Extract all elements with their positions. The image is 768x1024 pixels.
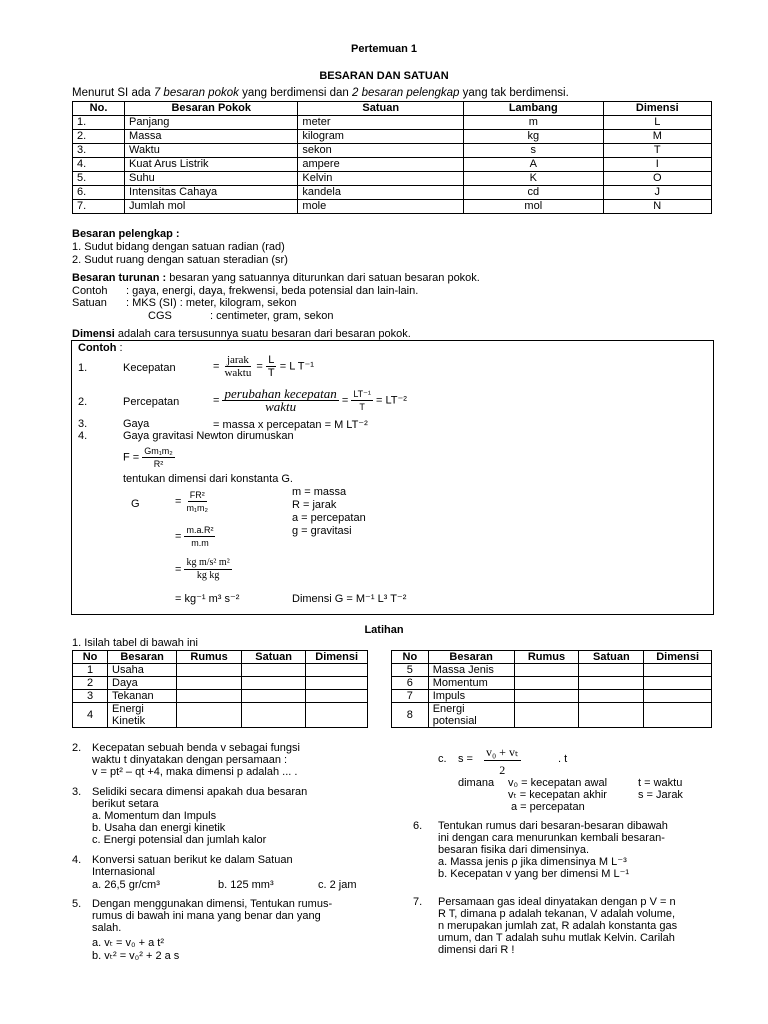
table-cell: O: [603, 172, 711, 186]
q5-b: b. vₜ² = v₀² + 2 a s: [92, 950, 180, 962]
latihan-table-left: [72, 650, 368, 728]
q5c-s: s =: [458, 753, 473, 765]
table-cell: Kuat Arus Listrik: [125, 158, 298, 172]
legend-item: R = jarak: [292, 499, 337, 511]
legend-item: vₜ = kecepatan akhir: [508, 789, 607, 801]
q6-line: ini dengan cara menurunkan kembali besaran-: [438, 832, 665, 844]
table-cell: sekon: [298, 144, 464, 158]
table-header-cell: Dimensi: [644, 651, 712, 664]
table-cell: [514, 703, 579, 728]
ex3-label: Gaya: [123, 418, 150, 430]
table-cell: Impuls: [428, 690, 514, 703]
table-cell: [579, 690, 644, 703]
q7-line: Persamaan gas ideal dinyatakan dengan p V = n: [438, 896, 676, 908]
tentukan-text: tentukan dimensi dari konstanta G.: [123, 473, 293, 485]
table-cell: [514, 664, 579, 677]
turunan-contoh-label: Contoh: [72, 285, 108, 297]
table-cell: 5: [392, 664, 429, 677]
table-cell: 1.: [73, 116, 125, 130]
besaran-pokok-table: [72, 101, 712, 214]
ex3-text: = massa x percepatan = M LT⁻²: [213, 419, 368, 431]
q7-no: 7.: [413, 896, 423, 908]
table-cell: [241, 703, 305, 728]
table-cell: [644, 703, 712, 728]
q5-line: salah.: [92, 922, 122, 934]
table-cell: N: [603, 200, 711, 214]
table-cell: kilogram: [298, 130, 464, 144]
table-header-cell: Satuan: [298, 102, 464, 116]
q4-text: [92, 854, 293, 878]
intro-text: Menurut SI ada 7 besaran pokok yang berdimensi dan 2 besaran pelengkap yang tak berdimensi.: [72, 87, 569, 99]
table-cell: [644, 677, 712, 690]
turunan-line: Besaran turunan : besaran yang satuannya diturunkan dari satuan besaran pokok.: [72, 272, 480, 284]
table-cell: 6: [392, 677, 429, 690]
legend-item: t = waktu: [638, 777, 683, 789]
table-row: [73, 690, 368, 703]
G-formula-2: = $\frac{\text{m.a.R²}}{m.m}$: [175, 525, 214, 548]
q2-no: 2.: [72, 742, 82, 754]
table-cell: [579, 677, 644, 690]
table-cell: 1: [73, 664, 108, 677]
ex1-no: 1.: [78, 362, 88, 374]
table-cell: 8: [392, 703, 429, 728]
G-legend: [292, 486, 366, 538]
table-cell: [514, 677, 579, 690]
meeting-label: Pertemuan 1: [350, 43, 418, 55]
G-result: Dimensi G = M⁻¹ L³ T⁻²: [292, 593, 407, 605]
table-cell: [177, 703, 242, 728]
q5c-t: . t: [558, 753, 568, 765]
table-row: [392, 690, 712, 703]
pelengkap-item-2: 2. Sudut ruang dengan satuan steradian (sr): [72, 254, 288, 266]
table-cell: Intensitas Cahaya: [125, 186, 298, 200]
table-row: [73, 172, 712, 186]
table-header-cell: Rumus: [177, 651, 242, 664]
ex1-label: Kecepatan: [123, 362, 176, 374]
table-header-cell: Satuan: [579, 651, 644, 664]
table-cell: [241, 690, 305, 703]
q1-text: 1. Isilah tabel di bawah ini: [72, 637, 198, 649]
table-row: [73, 116, 712, 130]
G-formula-4: = kg⁻¹ m³ s⁻²: [175, 593, 240, 605]
table-cell: 4.: [73, 158, 125, 172]
table-cell: cd: [464, 186, 604, 200]
table-cell: [177, 690, 242, 703]
q4-a: a. 26,5 gr/cm³: [92, 879, 160, 891]
q7-line: dimensi dari R !: [438, 944, 515, 956]
table-cell: [306, 677, 368, 690]
legend-item: g = gravitasi: [292, 525, 352, 537]
G-lhs: G: [131, 498, 140, 510]
table-cell: Panjang: [125, 116, 298, 130]
table-cell: Suhu: [125, 172, 298, 186]
q2-line: v = pt² – qt +4, maka dimensi p adalah ... .: [92, 766, 298, 778]
table-cell: [177, 664, 242, 677]
q3-line: berikut setara: [92, 798, 159, 810]
ex3-no: 3.: [78, 418, 88, 430]
table-cell: Energi Kinetik: [108, 703, 177, 728]
pelengkap-item-1: 1. Sudut bidang dengan satuan radian (rad): [72, 241, 285, 253]
ex1-formula: = $\frac{\text{jarak}}{\text{waktu}}$ = $\frac{L}{T}$ = L T⁻¹: [213, 354, 314, 379]
q3-text: [92, 786, 307, 846]
q7-line: n merupakan jumlah zat, R adalah konstanta gas: [438, 920, 678, 932]
table-cell: 2: [73, 677, 108, 690]
q6-no: 6.: [413, 820, 423, 832]
table-cell: [306, 664, 368, 677]
table-row: [73, 200, 712, 214]
pelengkap-title: Besaran pelengkap :: [72, 228, 180, 240]
turunan-satuan-label: Satuan: [72, 297, 107, 309]
table-header-cell: Rumus: [514, 651, 579, 664]
ex2-label: Percepatan: [123, 396, 180, 408]
table-header-cell: Satuan: [241, 651, 305, 664]
q7-text: [438, 896, 677, 956]
q5c-legend: [508, 777, 607, 813]
table-cell: Massa: [125, 130, 298, 144]
q5c-legend-2: [638, 777, 683, 801]
q3-item: c. Energi potensial dan jumlah kalor: [92, 834, 267, 846]
table-row: [392, 664, 712, 677]
table-row: [392, 703, 712, 728]
table-body: [73, 116, 712, 214]
table-row: [73, 144, 712, 158]
F-formula: F = $\frac{\text{Gm₁m₂}}{\text{R²}}$: [123, 446, 173, 469]
table-cell: Daya: [108, 677, 177, 690]
table-row: [73, 186, 712, 200]
latihan-title: Latihan: [364, 624, 404, 636]
G-formula-1: = $\frac{\text{FR²}}{\text{m₁m₂}}$: [175, 490, 209, 513]
q4-line: Konversi satuan berikut ke dalam Satuan: [92, 854, 293, 866]
table-cell: [306, 690, 368, 703]
q5-line: Dengan menggunakan dimensi, Tentukan rumus-: [92, 898, 333, 910]
table-cell: ampere: [298, 158, 464, 172]
table-cell: Jumlah mol: [125, 200, 298, 214]
q5-text: [92, 898, 332, 934]
q2-line: Kecepatan sebuah benda v sebagai fungsi: [92, 742, 300, 754]
table-cell: 7: [392, 690, 429, 703]
table-cell: kandela: [298, 186, 464, 200]
q6-item: b. Kecepatan v yang ber dimensi M L⁻¹: [438, 868, 630, 880]
table-cell: m: [464, 116, 604, 130]
table-header-cell: No: [392, 651, 429, 664]
table-row: [73, 703, 368, 728]
table-cell: Massa Jenis: [428, 664, 514, 677]
table-cell: kg: [464, 130, 604, 144]
dimensi-line: Dimensi adalah cara tersusunnya suatu besaran dari besaran pokok.: [72, 328, 411, 340]
table-header-cell: Besaran: [428, 651, 514, 664]
q5c-label: c.: [438, 753, 447, 765]
table-header-cell: Lambang: [464, 102, 604, 116]
turunan-cgs-text: : centimeter, gram, sekon: [210, 310, 334, 322]
legend-item: m = massa: [292, 486, 347, 498]
table-cell: K: [464, 172, 604, 186]
q4-c: c. 2 jam: [318, 879, 357, 891]
table-cell: [241, 664, 305, 677]
table-header-row: [392, 651, 712, 664]
page-title: BESARAN DAN SATUAN: [319, 70, 449, 82]
q4-no: 4.: [72, 854, 82, 866]
q2-text: [92, 742, 300, 778]
q5c-dimana: dimana: [458, 777, 495, 789]
q5c-fraction: $\frac{\text{v₀ + vₜ}}{2}$: [486, 745, 519, 777]
ex4-no: 4.: [78, 430, 88, 442]
table-row: [73, 664, 368, 677]
ex2-formula: = $\frac{\text{perubahan kecepatan}}{\text{waktu}}$ = $\frac{\text{LT⁻¹}}{T}$ = LT⁻²: [213, 386, 407, 414]
table-cell: L: [603, 116, 711, 130]
table-header-cell: Dimensi: [306, 651, 368, 664]
table-cell: Tekanan: [108, 690, 177, 703]
table-cell: meter: [298, 116, 464, 130]
table-cell: [306, 703, 368, 728]
G-formula-3: = $\frac{\text{kg m/s² m²}}{\text{kg kg}}$: [175, 557, 230, 581]
table-cell: [241, 677, 305, 690]
q4-line: Internasional: [92, 866, 155, 878]
table-cell: I: [603, 158, 711, 172]
table-cell: M: [603, 130, 711, 144]
q2-line: waktu t dinyatakan dengan persamaan :: [92, 754, 288, 766]
q7-line: R T, dimana p adalah tekanan, V adalah volume,: [438, 908, 676, 920]
table-row: [392, 677, 712, 690]
table-cell: 3.: [73, 144, 125, 158]
q3-item: b. Usaha dan energi kinetik: [92, 822, 226, 834]
legend-item: v₀ = kecepatan awal: [508, 777, 608, 789]
table-cell: [579, 703, 644, 728]
table-cell: 3: [73, 690, 108, 703]
table-cell: Momentum: [428, 677, 514, 690]
table-cell: [579, 664, 644, 677]
q5-a: a. vₜ = v₀ + a t²: [92, 937, 165, 949]
table-cell: J: [603, 186, 711, 200]
latihan-table-right: [391, 650, 712, 728]
table-header-cell: No.: [73, 102, 125, 116]
table-header-row: [73, 102, 712, 116]
turunan-cgs-label: CGS: [148, 310, 172, 322]
q5-no: 5.: [72, 898, 82, 910]
table-cell: Energi potensial: [428, 703, 514, 728]
q6-line: besaran fisika dari dimensinya.: [438, 844, 590, 856]
table-cell: mol: [464, 200, 604, 214]
turunan-satuan-text: : MKS (SI) : meter, kilogram, sekon: [126, 297, 297, 309]
table-header-cell: Dimensi: [603, 102, 711, 116]
table-cell: [644, 690, 712, 703]
q5-line: rumus di bawah ini mana yang benar dan yang: [92, 910, 321, 922]
table-cell: 5.: [73, 172, 125, 186]
q6-text: [438, 820, 668, 880]
legend-item: a = percepatan: [511, 801, 585, 813]
table-row: [73, 130, 712, 144]
table-cell: T: [603, 144, 711, 158]
q3-no: 3.: [72, 786, 82, 798]
q3-item: a. Momentum dan Impuls: [92, 810, 217, 822]
table-cell: s: [464, 144, 604, 158]
table-body: [73, 664, 368, 728]
table-cell: A: [464, 158, 604, 172]
q6-item: a. Massa jenis ρ jika dimensinya M L⁻³: [438, 856, 627, 868]
table-cell: [644, 664, 712, 677]
q6-line: Tentukan rumus dari besaran-besaran dibawah: [438, 820, 668, 832]
table-cell: 7.: [73, 200, 125, 214]
table-cell: Usaha: [108, 664, 177, 677]
q7-line: umum, dan T adalah suhu mutlak Kelvin. Carilah: [438, 932, 675, 944]
table-cell: [514, 690, 579, 703]
table-body: [392, 664, 712, 728]
ex2-no: 2.: [78, 396, 88, 408]
table-header-row: [73, 651, 368, 664]
table-header-cell: Besaran: [108, 651, 177, 664]
contoh-title: Contoh :: [78, 342, 123, 354]
q3-line: Selidiki secara dimensi apakah dua besaran: [92, 786, 308, 798]
table-row: [73, 158, 712, 172]
table-header-cell: Besaran Pokok: [125, 102, 298, 116]
table-cell: [177, 677, 242, 690]
legend-item: s = Jarak: [638, 789, 683, 801]
table-cell: mole: [298, 200, 464, 214]
table-row: [73, 677, 368, 690]
table-cell: Waktu: [125, 144, 298, 158]
turunan-contoh-text: : gaya, energi, daya, frekwensi, beda potensial dan lain-lain.: [126, 285, 419, 297]
q4-b: b. 125 mm³: [218, 879, 274, 891]
table-cell: Kelvin: [298, 172, 464, 186]
table-cell: 6.: [73, 186, 125, 200]
table-header-cell: No: [73, 651, 108, 664]
table-cell: 4: [73, 703, 108, 728]
ex4-label: Gaya gravitasi Newton dirumuskan: [123, 430, 294, 442]
legend-item: a = percepatan: [292, 512, 366, 524]
table-cell: 2.: [73, 130, 125, 144]
